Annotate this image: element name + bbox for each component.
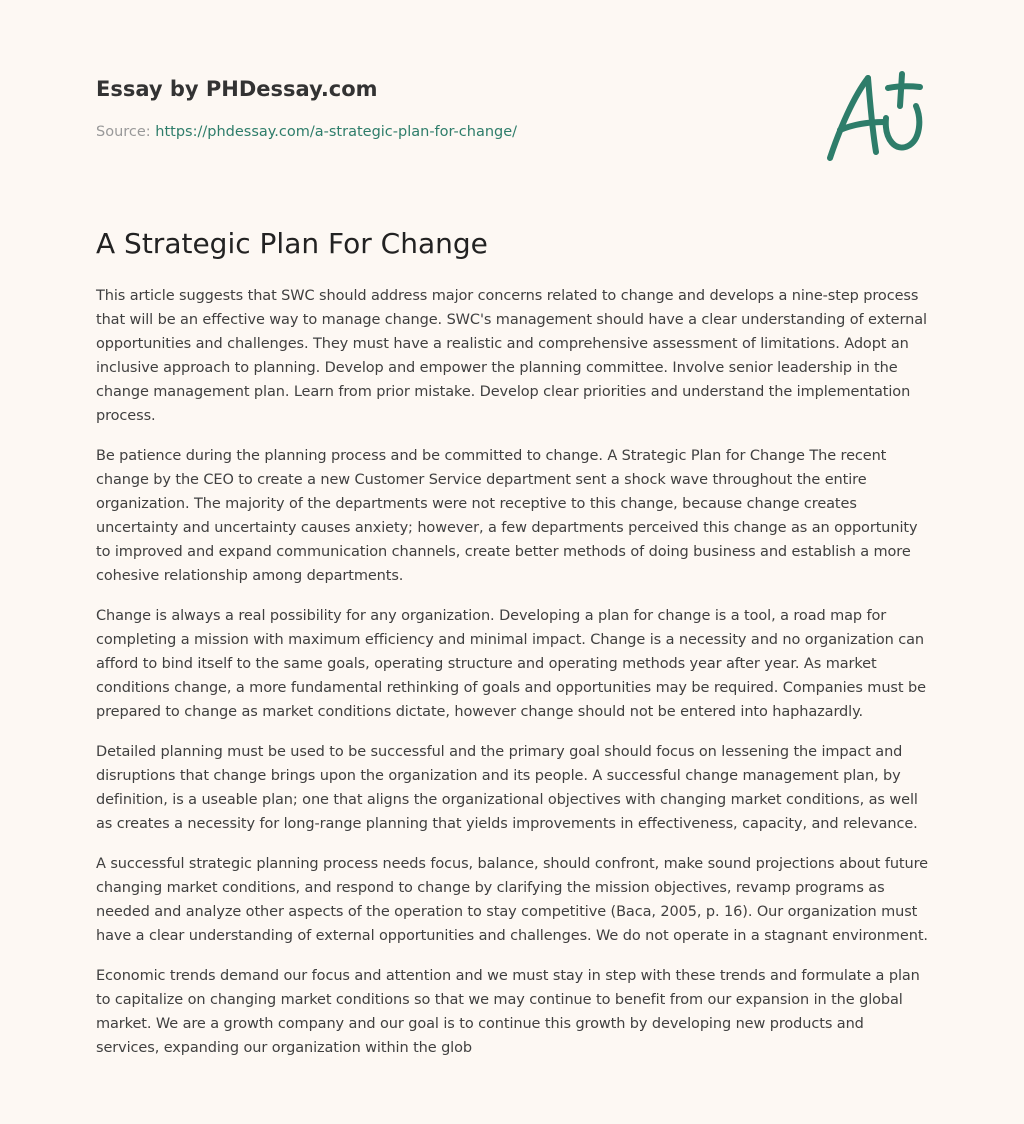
- essay-paragraph: Detailed planning must be used to be successful and the primary goal should focus on lessening the impact and disruptions that change brings upon the organization and its people. A successful change management plan, by definition, is a useable plan; one that aligns the organizational objectives with changing market conditions, as well as creates a necessity for long-range planning that yields improvements in effectiveness, capacity, and relevance.: [96, 744, 918, 832]
- essay-body: [96, 284, 930, 1076]
- source-line: [96, 122, 736, 142]
- a-plus-grade-logo: [820, 66, 930, 166]
- site-title: Essay by PHDessay.com: [96, 77, 378, 101]
- source-link[interactable]: https://phdessay.com/a-strategic-plan-for-change/: [155, 124, 518, 140]
- source-label: Source:: [96, 124, 151, 140]
- essay-paragraph: Economic trends demand our focus and attention and we must stay in step with these trends and formulate a plan to capitalize on changing market conditions so that we may continue to benefit from our expansion in the global market. We are a growth company and our goal is to continue this growth by developing new products and services, expanding our organization within the glob: [96, 968, 920, 1056]
- essay-paragraph: This article suggests that SWC should address major concerns related to change and develops a nine-step process that will be an effective way to manage change. SWC's management should have a clear understanding of external opportunities and challenges. They must have a realistic and comprehensive assessment of limitations. Adopt an inclusive approach to planning. Develop and empower the planning committee. Involve senior leadership in the change management plan. Learn from prior mistake. Develop clear priorities and understand the implementation process.: [96, 288, 927, 424]
- essay-paragraph: Change is always a real possibility for any organization. Developing a plan for change is a tool, a road map for completing a mission with maximum efficiency and minimal impact. Change is a necessity and no organization can afford to bind itself to the same goals, operating structure and operating methods year after year. As market conditions change, a more fundamental rethinking of goals and opportunities may be required. Companies must be prepared to change as market conditions dictate, however change should not be entered into haphazardly.: [96, 608, 926, 720]
- essay-paragraph: Be patience during the planning process and be committed to change. A Strategic Plan for Change The recent change by the CEO to create a new Customer Service department sent a shock wave throughout the entire organization. The majority of the departments were not receptive to this change, because change creates uncertainty and uncertainty causes anxiety; however, a few departments perceived this change as an opportunity to improved and expand communication channels, create better methods of doing business and establish a more cohesive relationship among departments.: [96, 448, 918, 584]
- page-header: [96, 74, 736, 142]
- essay-title: A Strategic Plan For Change: [96, 227, 488, 260]
- essay-paragraph: A successful strategic planning process needs focus, balance, should confront, make sound projections about future changing market conditions, and respond to change by clarifying the mission objectives, revamp programs as needed and analyze other aspects of the operation to stay competitive (Baca, 2005, p. 16). Our organization must have a clear understanding of external opportunities and challenges. We do not operate in a stagnant environment.: [96, 856, 928, 944]
